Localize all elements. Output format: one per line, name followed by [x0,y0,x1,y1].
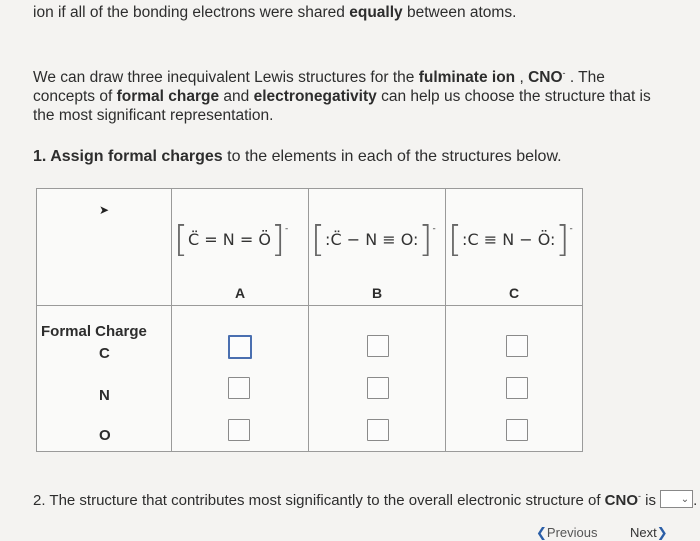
intro-bold: equally [349,4,403,21]
lewis-structure-a: [C̈ = N = Ö]- [174,219,289,260]
lewis-structure-c: [:C ≡ N − Ö:]- [448,219,573,260]
column-letter-a: A [234,285,246,301]
answer-b-c-input[interactable] [367,335,389,357]
para-bold-formal-charge: formal charge [116,88,220,105]
structure-select-dropdown[interactable] [660,490,693,508]
formal-charge-table [36,188,583,452]
answer-c-o-input[interactable] [506,419,528,441]
q2-charge: - [638,491,641,501]
q2-formula: CNO [604,492,638,509]
question-1 [33,147,562,167]
lewis-structure-b: [:C̈ − N ≡ O:]- [311,219,436,260]
cursor-pointer-icon: ➤ [99,203,110,217]
q2-text-end: is [641,492,656,509]
previous-label: Previous [546,525,598,540]
answer-c-n-input[interactable] [506,377,528,399]
para-bold-electronegativity: electronegativity [253,88,377,105]
intro-text: ion if all of the bonding electrons were shared [33,4,350,21]
intro-paragraph [33,64,653,125]
header-corner-cell [37,189,172,306]
chevron-left-icon: ❮ [536,525,547,540]
column-letter-b: B [371,285,383,301]
q1-number: 1. [33,148,51,165]
chevron-down-icon: ⌄ [680,494,690,505]
answer-column-c [446,306,583,452]
structure-a-cell [172,189,309,306]
question-2 [33,487,697,510]
para-bold-ion: fulminate ion [418,69,516,86]
formal-charge-label: Formal Charge [41,323,147,340]
para-text: and [219,88,254,105]
structure-b-cell [309,189,446,306]
answer-a-o-input[interactable] [228,419,250,441]
previous-button[interactable] [536,525,597,541]
intro-text-end: between atoms. [402,4,517,21]
row-label-o: O [99,427,111,444]
answer-a-c-input[interactable] [228,335,252,359]
q2-period: . [693,492,698,509]
para-text: . The concepts of [33,69,605,105]
q1-bold: Assign formal charges [50,148,223,165]
chevron-right-icon: ❯ [656,525,668,540]
answer-column-b [309,306,446,452]
para-charge: - [562,68,566,78]
row-label-n: N [99,387,110,404]
intro-line [33,3,516,23]
q1-text: to the elements in each of the structures below. [222,148,562,165]
next-button[interactable] [630,525,668,541]
answer-b-o-input[interactable] [367,419,389,441]
structure-c-cell [446,189,583,306]
answer-c-c-input[interactable] [506,335,528,357]
answer-b-n-input[interactable] [367,377,389,399]
para-text: can help us choose the structure that is the most significant representation. [33,88,651,124]
para-text: , [515,69,529,86]
answer-column-a [172,306,309,452]
row-label-c: C [99,345,110,362]
column-letter-c: C [508,285,520,301]
answer-a-n-input[interactable] [228,377,250,399]
next-label: Next [630,525,657,540]
row-labels-cell [37,306,172,452]
para-text: We can draw three inequivalent Lewis structures for the [33,69,419,86]
q2-text: 2. The structure that contributes most significantly to the overall electronic structure of [33,492,605,509]
para-bold-formula: CNO [528,69,563,86]
